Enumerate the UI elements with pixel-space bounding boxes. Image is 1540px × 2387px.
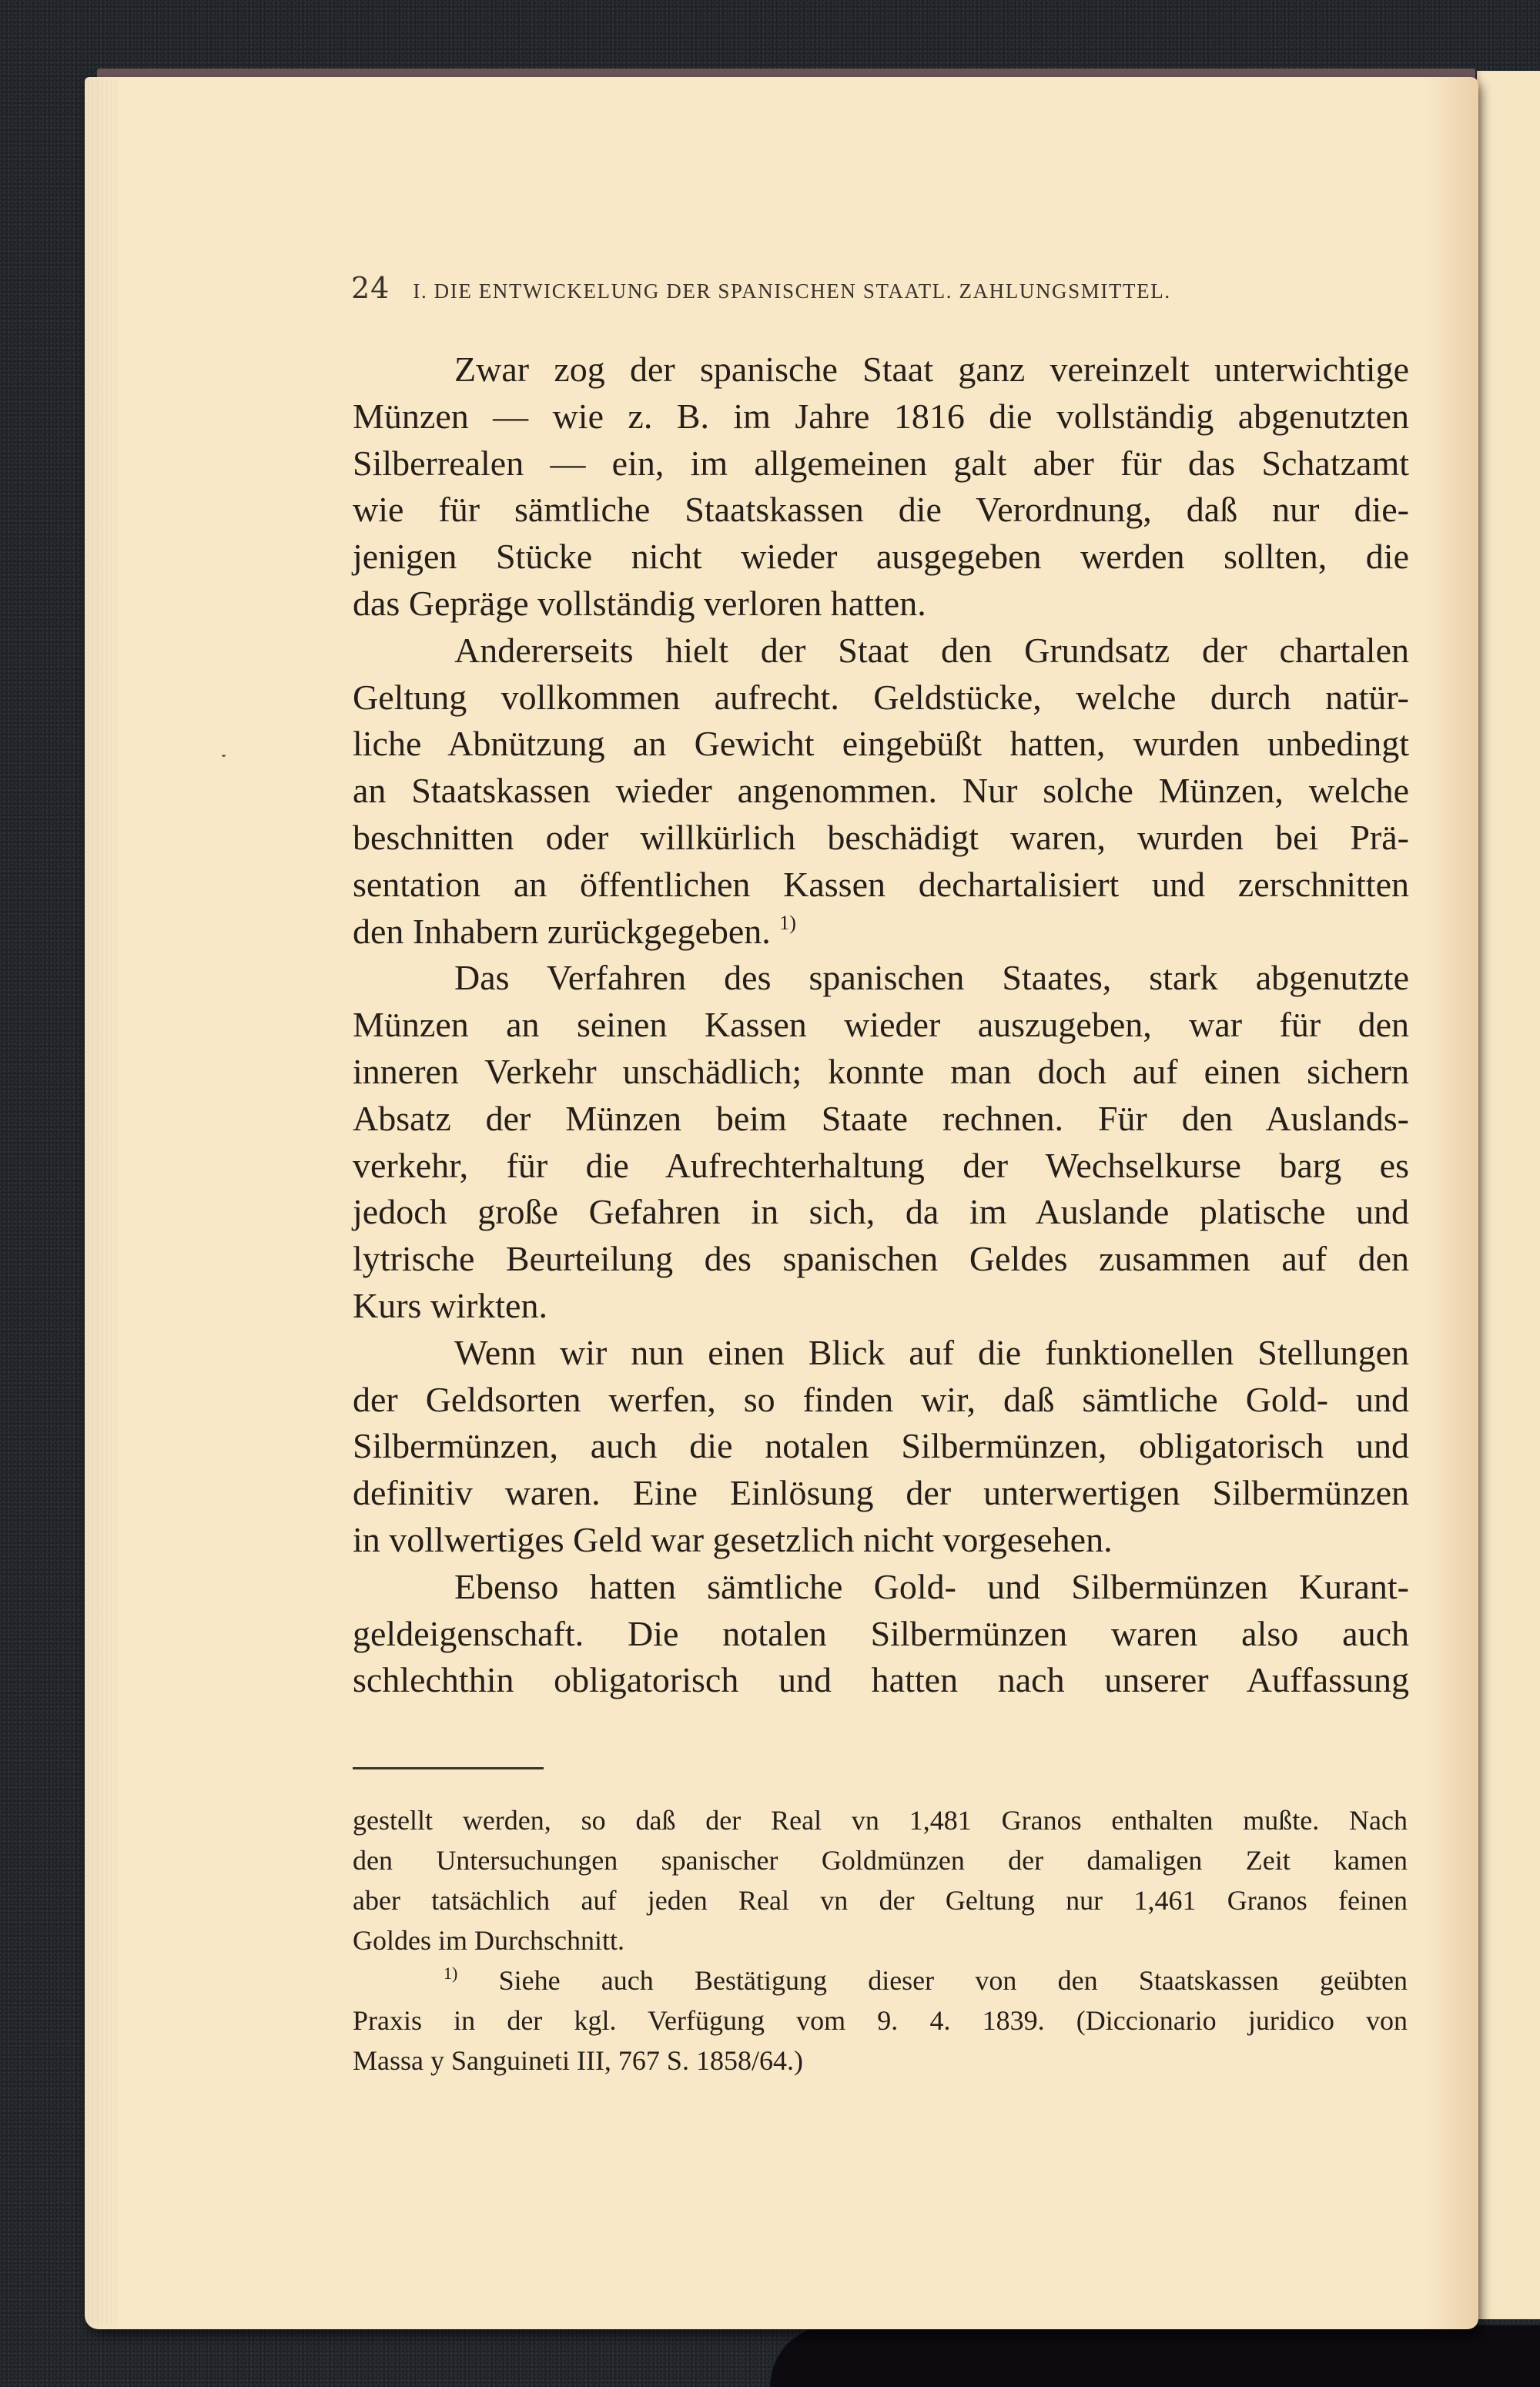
footnote-line: Praxis in der kgl. Verfügung vom 9. 4. 1839. (Diccionario juridico von [353,2005,1408,2036]
text-line: lytrische Beurteilung des spanischen Geldes zusammen auf den [353,1239,1409,1279]
page-number: 24 [351,271,390,305]
text-line: Wenn wir nun einen Blick auf die funktionellen Stellungen [454,1332,1409,1372]
footnote-reference[interactable]: 1) [779,911,796,934]
text-line: schlechthin obligatorisch und hatten nach unserer Auffassung [353,1660,1409,1700]
paragraph [353,955,1409,1329]
footnote-continued [353,1800,1408,1960]
footnote-1 [353,1960,1408,2081]
text-line: Münzen — wie z. B. im Jahre 1816 die vollständig abgenutzten [353,396,1409,436]
text-line [353,909,1409,956]
footnote-line: aber tatsächlich auf jeden Real vn der Geltung nur 1,461 Granos feinen [353,1885,1408,1916]
paragraph [353,346,1409,628]
paragraph [353,628,1409,956]
margin-speck [222,755,226,757]
text-line: Silberrealen — ein, im allgemeinen galt aber für das Schatzamt [353,443,1409,483]
text-line: verkehr, für die Aufrechterhaltung der Wechselkurse barg es [353,1145,1409,1185]
text-line: Absatz der Münzen beim Staate rechnen. Für den Auslands- [353,1098,1409,1138]
footnote-line: gestellt werden, so daß der Real vn 1,481 Granos enthalten mußte. Nach [353,1805,1408,1836]
text-line: Geltung vollkommen aufrecht. Geldstücke, welche durch natür- [353,677,1409,717]
footnote-line: den Untersuchungen spanischer Goldmünzen der damaligen Zeit kamen [353,1845,1408,1876]
body-text [353,346,1409,1704]
text-line: sentation an öffentlichen Kassen dechartalisiert und zerschnitten [353,864,1409,904]
footnote-line: Massa y Sanguineti III, 767 S. 1858/64.) [353,2045,803,2076]
adjacent-page-edge [1477,71,1540,2319]
footnote-line: Goldes im Durchschnitt. [353,1925,624,1956]
text-line: der Geldsorten werfen, so finden wir, daß sämtliche Gold- und [353,1379,1409,1419]
text-line: Andererseits hielt der Staat den Grundsatz der chartalen [454,630,1409,670]
text-line: Silbermünzen, auch die notalen Silbermünzen, obligatorisch und [353,1426,1409,1466]
text-line: Zwar zog der spanische Staat ganz vereinzelt unterwichtige [454,350,1409,389]
text-line: Ebenso hatten sämtliche Gold- und Silbermünzen Kurant- [454,1566,1409,1606]
footnote-marker: 1) [444,1964,458,1983]
text-line: an Staatskassen wieder angenommen. Nur solche Münzen, welche [353,771,1409,811]
text-line: jedoch große Gefahren in sich, da im Auslande platische und [353,1192,1409,1232]
text-line: liche Abnützung an Gewicht eingebüßt hatten, wurden unbedingt [353,724,1409,764]
footnotes [353,1800,1408,2081]
chapter-header: I. DIE ENTWICKELUNG DER SPANISCHEN STAATL. ZAHLUNGSMITTEL. [413,280,1171,303]
footnote-line [353,1960,1408,2000]
footnote-separator [353,1767,544,1769]
paragraph [353,1330,1409,1564]
paragraph [353,1564,1409,1704]
text-line: in vollwertiges Geld war gesetzlich nicht vorgesehen. [353,1519,1113,1559]
text-line: definitiv waren. Eine Einlösung der unterwertigen Silbermünzen [353,1473,1409,1513]
running-head [351,271,1171,305]
text-line: das Gepräge vollständig verloren hatten. [353,583,926,623]
text-line: Das Verfahren des spanischen Staates, stark abgenutzte [454,958,1409,998]
scanner-shadow [770,2325,1540,2387]
text-line: inneren Verkehr unschädlich; konnte man doch auf einen sichern [353,1051,1409,1091]
text-line: geldeigenschaft. Die notalen Silbermünzen waren also auch [353,1613,1409,1653]
text-line: beschnitten oder willkürlich beschädigt waren, wurden bei Prä- [353,817,1409,857]
text-line: Münzen an seinen Kassen wieder auszugeben, war für den [353,1005,1409,1045]
text-line: wie für sämtliche Staatskassen die Verordnung, daß nur die- [353,490,1409,530]
text-line: jenigen Stücke nicht wieder ausgegeben werden sollten, die [353,537,1409,577]
text-line-content: den Inhabern zurückgegeben. [353,911,771,951]
footnote-line-content: Siehe auch Bestätigung dieser von den Staatskassen geübten [498,1965,1408,1996]
text-line: Kurs wirkten. [353,1285,547,1325]
